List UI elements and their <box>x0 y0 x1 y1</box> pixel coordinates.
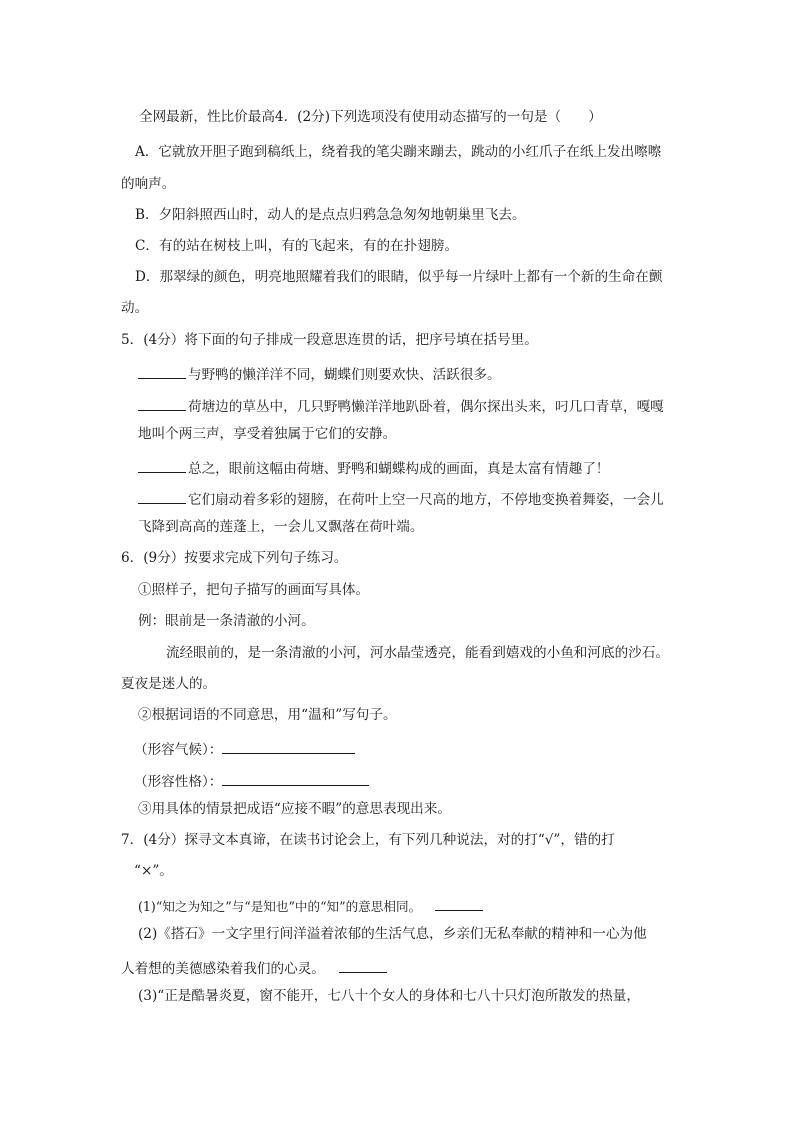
q6-weather-line: （形容气候）： <box>134 740 357 758</box>
q6-part-2: ②根据词语的不同意思，用“温和”写句子。 <box>138 707 397 723</box>
q7-item-2: (2)《搭石》一文字里行间洋溢着浓郁的生活气息，乡亲们无私奉献的精神和一心为他 <box>138 926 647 942</box>
answer-blank[interactable] <box>138 365 186 379</box>
q6-character-line: （形容性格）： <box>134 772 371 790</box>
q4-option-d-cont: 动。 <box>121 300 149 316</box>
q6-stem: 6．(9分）按要求完成下列句子练习。 <box>121 550 348 566</box>
answer-blank[interactable] <box>222 772 369 786</box>
answer-blank[interactable] <box>435 897 483 911</box>
q6-task-sentence: 夏夜是迷人的。 <box>121 676 217 692</box>
q4-option-c: C．有的站在树枝上叫，有的飞起来，有的在扑翅膀。 <box>135 238 459 254</box>
answer-blank[interactable] <box>138 459 186 473</box>
q7-item-3: (3)“正是酷暑炎夏，窗不能开，七八十个女人的身体和七八十只灯泡所散发的热量， <box>138 988 640 1004</box>
q7-stem-cont: “×”。 <box>134 863 173 879</box>
q6-part-3: ③用具体的情景把成语“应接不暇”的意思表现出来。 <box>138 801 451 817</box>
q6-part-1: ①照样子，把句子描写的画面写具体。 <box>138 582 370 598</box>
q5-sentence-2: 荷塘边的草丛中，几只野鸭懒洋洋地趴卧着，偶尔探出头来，叼几口青草，嘎嘎 <box>138 397 664 415</box>
q7-stem: 7．(4分）探寻文本真谛，在读书讨论会上，有下列几种说法，对的打“√”，错的打 <box>121 832 615 848</box>
q5-sentence-1: 与野鸭的懒洋洋不同，蝴蝶们则要欢快、活跃很多。 <box>138 365 501 383</box>
q5-sentence-4: 它们扇动着多彩的翅膀，在荷叶上空一尺高的地方，不停地变换着舞姿，一会儿 <box>138 490 664 508</box>
q6-example: 例：眼前是一条清澈的小河。 <box>138 613 315 629</box>
q4-option-a-cont: 的响声。 <box>121 176 176 192</box>
answer-blank[interactable] <box>138 490 186 504</box>
q6-example-answer: 流经眼前的，是一条清澈的小河，河水晶莹透亮，能看到嬉戏的小鱼和河底的沙石。 <box>166 645 669 661</box>
q4-option-a: A．它就放开胆子跑到稿纸上，绕着我的笔尖蹦来蹦去，跳动的小红爪子在纸上发出嚓嚓 <box>135 144 662 160</box>
q7-item-2-cont: 人着想的美德感染着我们的心灵。 <box>121 959 389 977</box>
answer-blank[interactable] <box>222 740 355 754</box>
q5-sentence-2-cont: 地叫个两三声，享受着独属于它们的安静。 <box>138 426 397 442</box>
q5-stem: 5．(4分）将下面的句子排成一段意思连贯的话，把序号填在括号里。 <box>121 332 538 348</box>
q4-option-d: D．那翠绿的颜色，明亮地照耀着我们的眼睛，似乎每一片绿叶上都有一个新的生命在颤 <box>135 269 663 285</box>
answer-blank[interactable] <box>339 959 387 973</box>
header-text: 全网最新，性比价最高4．(2分)下列选项没有使用动态描写的一句是（ ） <box>139 109 602 125</box>
q5-sentence-4-cont: 飞降到高高的莲蓬上，一会儿又飘落在荷叶端。 <box>138 519 424 535</box>
answer-blank[interactable] <box>138 397 186 411</box>
q7-item-1: (1)“知之为知之”与“是知也”中的“知”的意思相同。 <box>138 897 485 914</box>
q5-sentence-3: 总之，眼前这幅由荷塘、野鸭和蝴蝶构成的画面，真是太富有情趣了！ <box>138 459 609 477</box>
q4-option-b: B．夕阳斜照西山时，动人的是点点归鸦急急匆匆地朝巢里飞去。 <box>135 207 526 223</box>
